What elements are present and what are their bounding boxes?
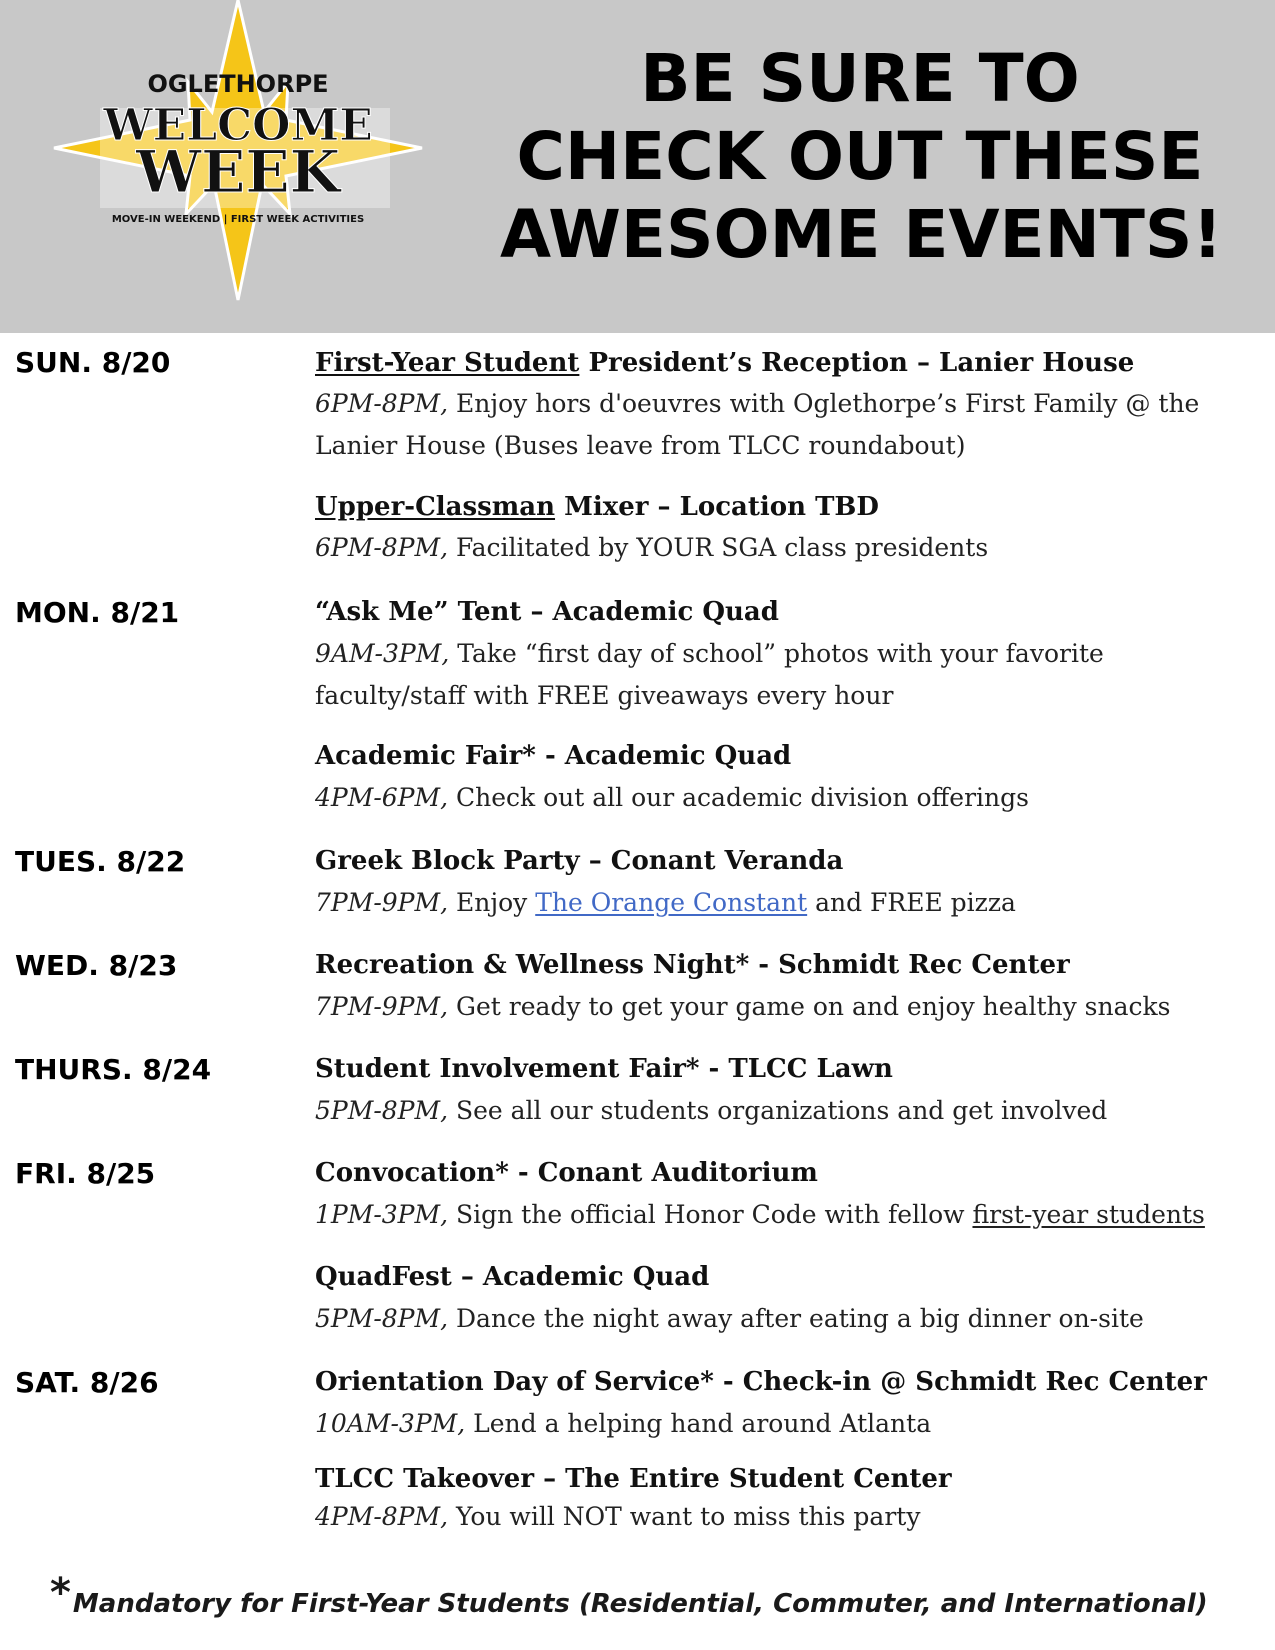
event-desc-text: Sign the official Honor Code with fellow	[448, 1200, 973, 1229]
asterisk: *	[50, 1570, 71, 1616]
event-description	[315, 986, 1215, 1028]
logo-week-text: WEEK	[136, 138, 340, 206]
event-description	[315, 1496, 1215, 1538]
event-description	[315, 882, 1215, 924]
headline	[500, 40, 1223, 274]
day-label-tue: TUES. 8/22	[15, 845, 186, 878]
event-title: Convocation* - Conant Auditorium	[315, 1158, 818, 1188]
event-desc-text: Enjoy hors d'oeuvres with Oglethorpe’s First Family @ the Lanier House (Buses leave from TLCC roundabout)	[315, 389, 1200, 460]
day-label-fri: FRI. 8/25	[15, 1157, 156, 1190]
event-time: 4PM-8PM,	[315, 1502, 449, 1531]
event-time: 4PM-6PM,	[315, 783, 449, 812]
event-description	[315, 777, 1215, 819]
event-title-underlined: First-Year Student	[315, 348, 580, 378]
welcome-week-logo	[50, 0, 450, 320]
event-desc-text: Facilitated by YOUR SGA class presidents	[448, 533, 989, 562]
event-time: 5PM-8PM,	[315, 1096, 449, 1125]
event-time: 7PM-9PM,	[315, 992, 449, 1021]
day-label-wed: WED. 8/23	[15, 949, 178, 982]
event-title: Greek Block Party – Conant Veranda	[315, 846, 844, 876]
event-desc-text: Check out all our academic division offerings	[448, 783, 1029, 812]
event-desc-text: Enjoy	[448, 888, 536, 917]
event-title	[315, 492, 879, 522]
event-time: 10AM-3PM,	[315, 1409, 466, 1438]
event-title: “Ask Me” Tent – Academic Quad	[315, 597, 779, 627]
event-title: Orientation Day of Service* - Check-in @ Schmidt Rec Center	[315, 1367, 1207, 1397]
logo-welcome-text: WELCOME	[103, 100, 373, 151]
headline-line-2: CHECK OUT THESE	[516, 118, 1204, 195]
event-time: 6PM-8PM,	[315, 389, 449, 418]
event-title-underlined: Upper-Classman	[315, 492, 556, 522]
the-orange-constant-link[interactable]: The Orange Constant	[535, 888, 808, 917]
event-desc-text: Get ready to get your game on and enjoy healthy snacks	[448, 992, 1171, 1021]
event-description	[315, 1403, 1215, 1445]
day-label-mon: MON. 8/21	[15, 596, 180, 629]
event-title-rest: President’s Reception – Lanier House	[579, 348, 1135, 378]
headline-line-1: BE SURE TO	[640, 40, 1080, 117]
event-desc-text: Take “first day of school” photos with your favorite faculty/staff with FREE giveaways every hour	[315, 639, 1104, 710]
event-title: Recreation & Wellness Night* - Schmidt Rec Center	[315, 950, 1070, 980]
event-title-rest: Mixer – Location TBD	[555, 492, 879, 522]
event-description	[315, 383, 1215, 467]
event-desc-underlined: first-year students	[972, 1200, 1205, 1229]
mandatory-footnote	[50, 1570, 1208, 1619]
event-desc-text: Dance the night away after eating a big dinner on-site	[448, 1304, 1144, 1333]
event-title: QuadFest – Academic Quad	[315, 1262, 710, 1292]
event-description	[315, 1194, 1215, 1236]
day-label-sat: SAT. 8/26	[15, 1366, 159, 1399]
event-description	[315, 1298, 1215, 1340]
event-description	[315, 633, 1215, 717]
event-description	[315, 527, 1215, 569]
event-title: Academic Fair* - Academic Quad	[315, 741, 792, 771]
logo-top-text: OGLETHORPE	[147, 70, 329, 98]
day-label-thu: THURS. 8/24	[15, 1053, 212, 1086]
event-desc-text: You will NOT want to miss this party	[448, 1502, 921, 1531]
logo-tagline: MOVE-IN WEEKEND | FIRST WEEK ACTIVITIES	[111, 214, 365, 225]
header-banner	[0, 0, 1275, 333]
event-desc-text: See all our students organizations and get involved	[448, 1096, 1108, 1125]
event-time: 6PM-8PM,	[315, 533, 449, 562]
event-time: 9AM-3PM,	[315, 639, 450, 668]
day-label-sun: SUN. 8/20	[15, 346, 171, 379]
event-title: TLCC Takeover – The Entire Student Center	[315, 1464, 952, 1494]
event-description	[315, 1090, 1215, 1132]
headline-line-3: AWESOME EVENTS!	[500, 196, 1223, 273]
event-title	[315, 348, 1134, 378]
event-time: 1PM-3PM,	[315, 1200, 449, 1229]
event-time: 5PM-8PM,	[315, 1304, 449, 1333]
event-title: Student Involvement Fair* - TLCC Lawn	[315, 1054, 893, 1084]
event-desc-text: Lend a helping hand around Atlanta	[465, 1409, 932, 1438]
event-desc-text: and FREE pizza	[807, 888, 1016, 917]
event-time: 7PM-9PM,	[315, 888, 449, 917]
footnote-text: Mandatory for First-Year Students (Residential, Commuter, and International)	[72, 1589, 1208, 1619]
